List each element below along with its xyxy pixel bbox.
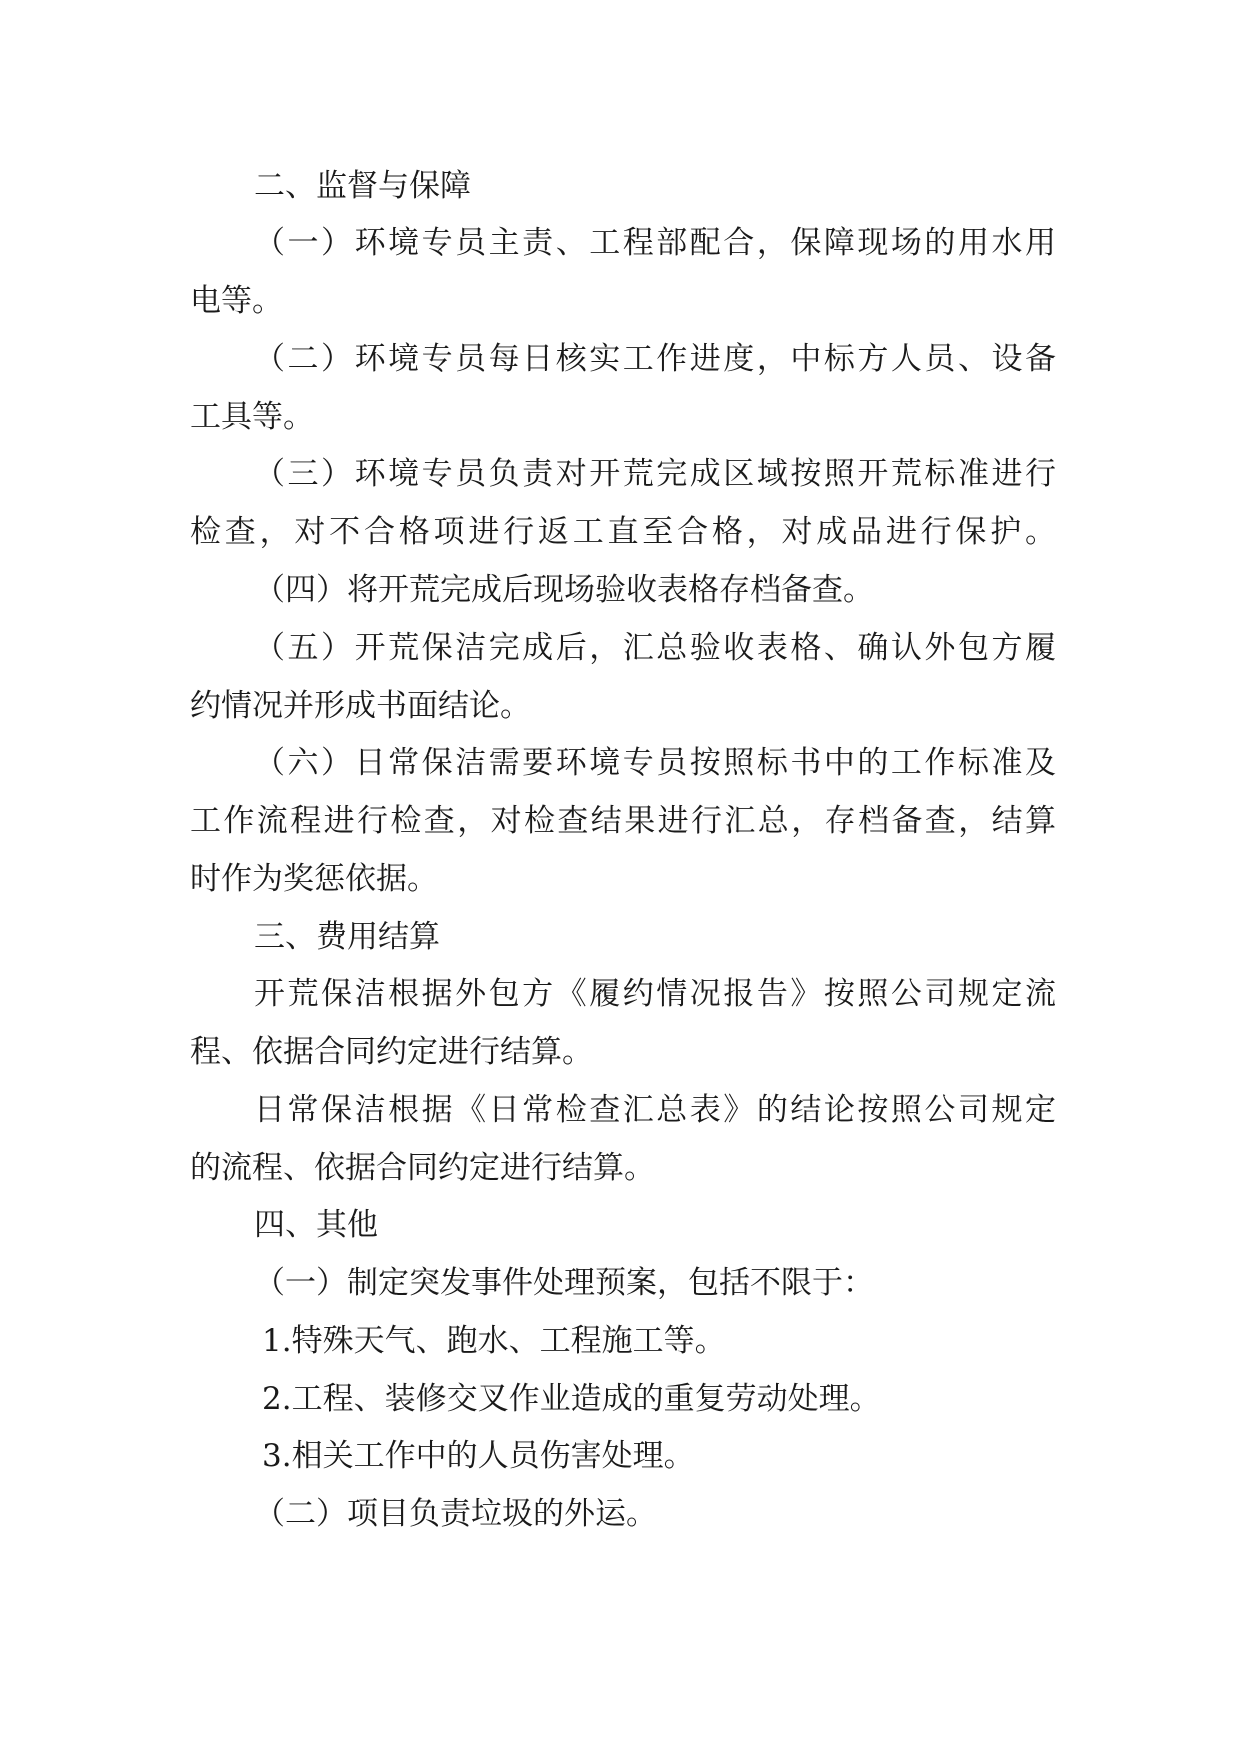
heading-other: 四、其他 bbox=[254, 1207, 378, 1243]
paragraph-line: 电等。 bbox=[190, 283, 283, 319]
heading-cost-settlement: 三、费用结算 bbox=[254, 919, 440, 955]
paragraph-line: 程、依据合同约定进行结算。 bbox=[190, 1034, 593, 1070]
paragraph-line: 的流程、依据合同约定进行结算。 bbox=[190, 1150, 655, 1186]
paragraph-line: （五）开荒保洁完成后，汇总验收表格、确认外包方履 bbox=[254, 630, 1056, 666]
paragraph-line: （二）项目负责垃圾的外运。 bbox=[254, 1496, 657, 1532]
paragraph-line: 约情况并形成书面结论。 bbox=[190, 688, 531, 724]
paragraph-line: 开荒保洁根据外包方《履约情况报告》按照公司规定流 bbox=[254, 976, 1056, 1012]
list-item: 3.相关工作中的人员伤害处理。 bbox=[262, 1438, 695, 1474]
heading-supervision: 二、监督与保障 bbox=[254, 168, 471, 204]
list-item: 1.特殊天气、跑水、工程施工等。 bbox=[262, 1323, 726, 1359]
paragraph-line: 工作流程进行检查，对检查结果进行汇总，存档备查，结算 bbox=[190, 803, 1056, 839]
paragraph-line: 时作为奖惩依据。 bbox=[190, 861, 438, 897]
paragraph-line: （二）环境专员每日核实工作进度，中标方人员、设备 bbox=[254, 341, 1056, 377]
paragraph-line: （六）日常保洁需要环境专员按照标书中的工作标准及 bbox=[254, 745, 1056, 781]
paragraph-line: 工具等。 bbox=[190, 399, 314, 435]
paragraph-line: （一）制定突发事件处理预案，包括不限于： bbox=[254, 1265, 874, 1301]
list-item: 2.工程、装修交叉作业造成的重复劳动处理。 bbox=[262, 1381, 881, 1417]
paragraph-line: （一）环境专员主责、工程部配合，保障现场的用水用 bbox=[254, 225, 1056, 261]
paragraph-line: 日常保洁根据《日常检查汇总表》的结论按照公司规定 bbox=[254, 1092, 1056, 1128]
paragraph-line: 检查，对不合格项进行返工直至合格，对成品进行保护。 bbox=[190, 514, 1056, 550]
paragraph-line: （四）将开荒完成后现场验收表格存档备查。 bbox=[254, 572, 874, 608]
paragraph-line: （三）环境专员负责对开荒完成区域按照开荒标准进行 bbox=[254, 456, 1056, 492]
